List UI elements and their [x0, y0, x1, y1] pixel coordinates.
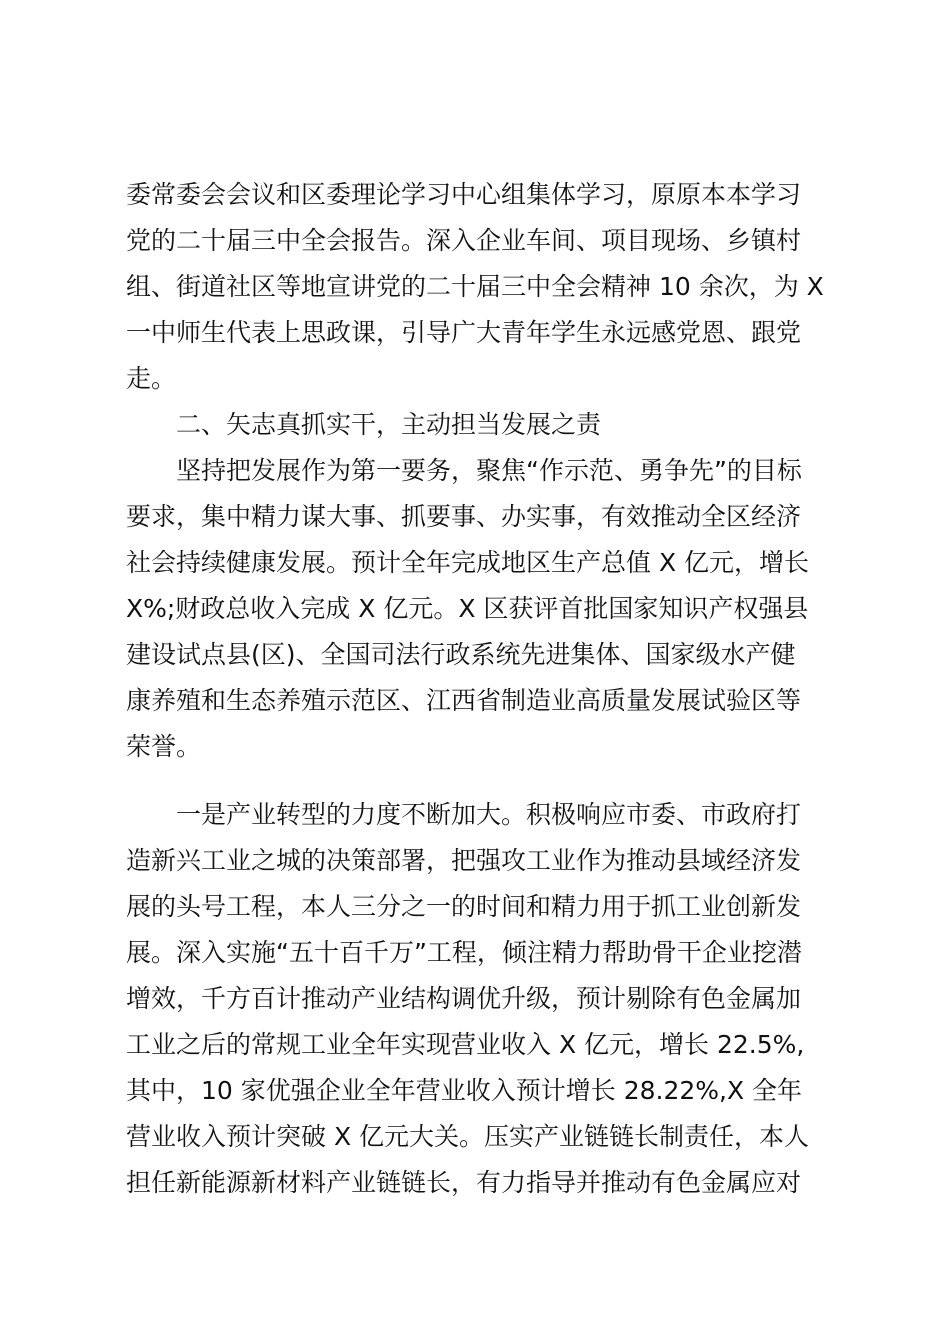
- text-line: 展。深入实施“五十百千万”工程，倾注精力帮助骨干企业挖潜: [126, 938, 802, 967]
- paragraph-3: [126, 792, 826, 1206]
- section-heading: 二、矢志真抓实干，主动担当发展之责: [176, 410, 602, 439]
- text-line: 建设试点县(区)、全国司法行政系统先进集体、国家级水产健: [126, 640, 796, 669]
- text-line: 社会持续健康发展。预计全年完成地区生产总值 X 亿元，增长: [126, 548, 810, 577]
- text-line: 走。: [126, 364, 177, 393]
- text-line: 党的二十届三中全会报告。深入企业车间、项目现场、乡镇村: [126, 226, 802, 255]
- text-line: 造新兴工业之城的决策部署，把强攻工业作为推动县域经济发: [126, 846, 802, 875]
- text-line: 担任新能源新材料产业链链长，有力指导并推动有色金属应对: [126, 1168, 802, 1197]
- document-body: [126, 172, 826, 1206]
- text-line: 康养殖和生态养殖示范区、江西省制造业高质量发展试验区等: [126, 686, 802, 715]
- text-line: 委常委会会议和区委理论学习中心组集体学习，原原本本学习: [126, 180, 802, 209]
- text-line: 坚持把发展作为第一要务，聚焦“作示范、勇争先”的目标: [176, 456, 802, 485]
- text-line: 荣誉。: [126, 732, 202, 761]
- text-line: 工业之后的常规工业全年实现营业收入 X 亿元，增长 22.5%,: [126, 1030, 805, 1059]
- text-line: X%;财政总收入完成 X 亿元。X 区获评首批国家知识产权强县: [126, 594, 809, 623]
- paragraph-2: [126, 448, 826, 770]
- paragraph-gap: [126, 770, 826, 792]
- text-line: 一是产业转型的力度不断加大。积极响应市委、市政府打: [176, 800, 802, 829]
- text-line: 要求，集中精力谋大事、抓要事、办实事，有效推动全区经济: [126, 502, 802, 531]
- text-line: 增效，千方百计推动产业结构调优升级，预计剔除有色金属加: [126, 984, 802, 1013]
- text-line: 组、街道社区等地宣讲党的二十届三中全会精神 10 余次，为 X: [126, 272, 824, 301]
- paragraph-1: [126, 172, 826, 402]
- text-line: 一中师生代表上思政课，引导广大青年学生永远感党恩、跟党: [126, 318, 802, 347]
- text-line: 展的头号工程，本人三分之一的时间和精力用于抓工业创新发: [126, 892, 802, 921]
- text-line: 营业收入预计突破 X 亿元大关。压实产业链链长制责任，本人: [126, 1122, 810, 1151]
- text-line: 其中，10 家优强企业全年营业收入预计增长 28.22%,X 全年: [126, 1076, 803, 1105]
